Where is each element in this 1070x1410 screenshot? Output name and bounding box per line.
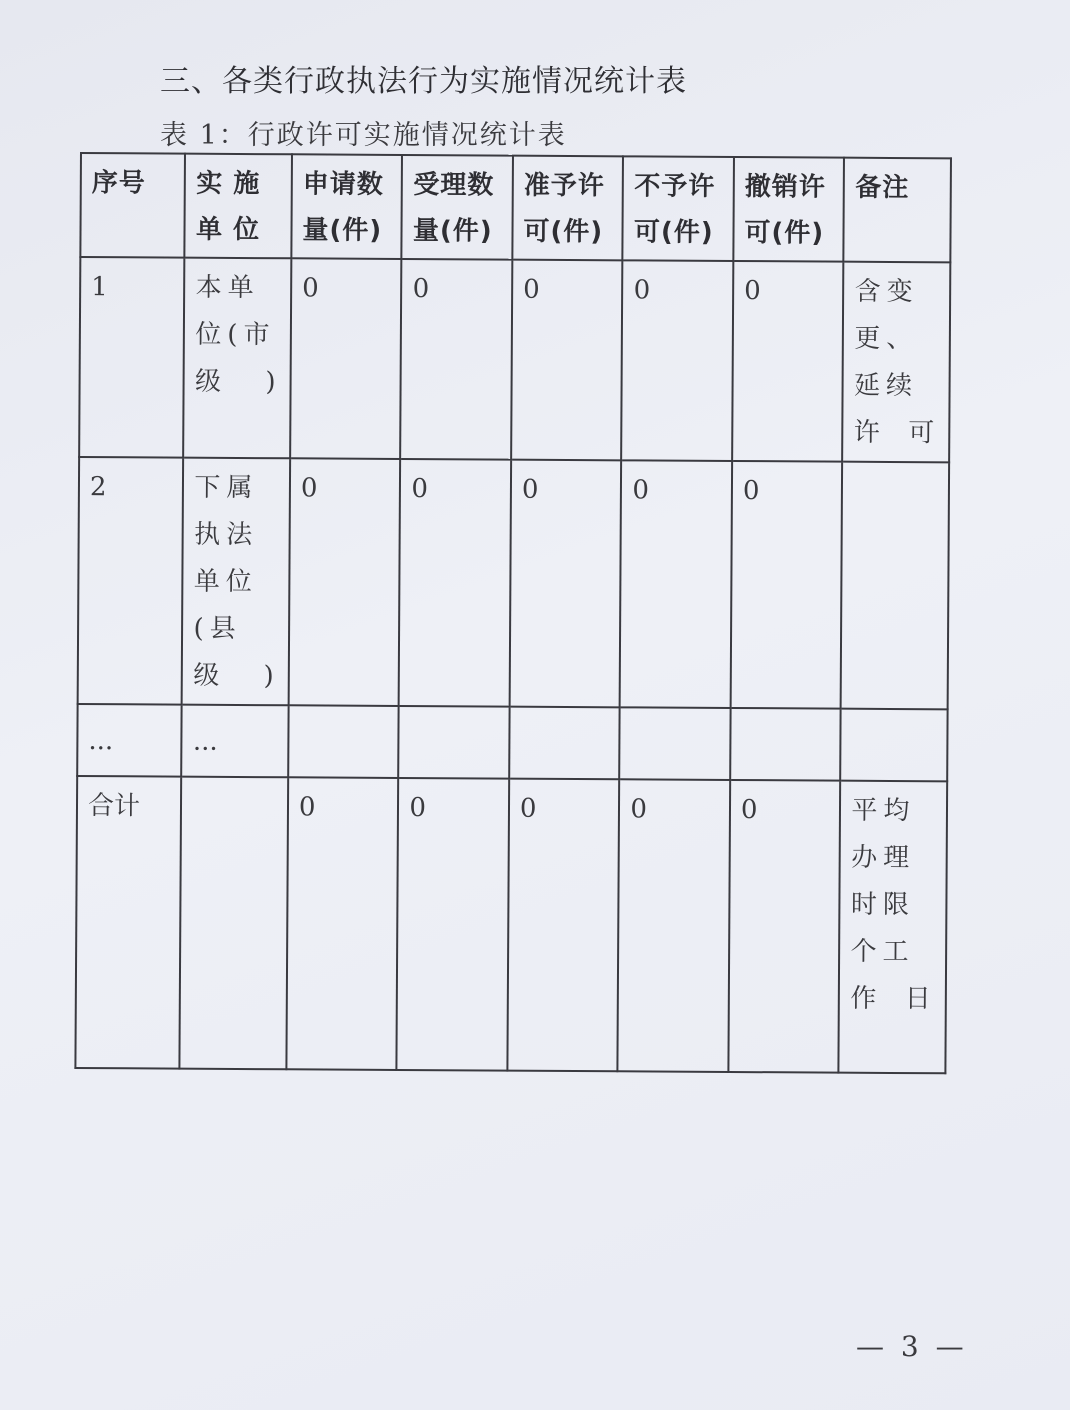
cell-accepted bbox=[399, 706, 510, 779]
cell-accepted: 0 bbox=[401, 259, 513, 460]
header-unit: 实 施 单 位 bbox=[185, 154, 292, 259]
header-serial: 序号 bbox=[80, 153, 185, 258]
cell-serial: 2 bbox=[78, 457, 184, 705]
header-revoked: 撤销许可(件) bbox=[733, 157, 844, 262]
permit-stats-table bbox=[74, 152, 952, 1074]
cell-revoked: 0 bbox=[731, 461, 843, 709]
cell-granted: 0 bbox=[510, 460, 622, 708]
cell-denied: 0 bbox=[622, 260, 734, 461]
cell-applications: 0 bbox=[290, 258, 402, 459]
cell-unit: 本单位(市级) bbox=[184, 258, 292, 459]
cell-revoked bbox=[730, 708, 841, 781]
table-header-row bbox=[80, 153, 951, 262]
cell-denied: 0 bbox=[618, 779, 730, 1072]
cell-applications: 0 bbox=[289, 458, 401, 706]
header-accepted: 受理数量(件) bbox=[402, 155, 513, 260]
cell-applications: 0 bbox=[286, 777, 398, 1070]
table-caption: 表 1：行政许可实施情况统计表 bbox=[160, 120, 567, 151]
table-row bbox=[77, 704, 947, 781]
table-row-total bbox=[75, 776, 947, 1073]
cell-remarks: 含变更、延续许可 bbox=[843, 262, 951, 463]
section-title: 三、各类行政执法行为实施情况统计表 bbox=[160, 64, 687, 99]
header-denied: 不予许可(件) bbox=[623, 156, 734, 261]
cell-unit bbox=[180, 777, 288, 1070]
cell-applications bbox=[288, 705, 399, 778]
page-number: — 3 — bbox=[856, 1330, 968, 1363]
header-remarks: 备注 bbox=[844, 158, 951, 263]
cell-serial: 合计 bbox=[75, 776, 181, 1069]
cell-remarks bbox=[841, 462, 949, 710]
cell-denied: 0 bbox=[620, 460, 732, 708]
cell-serial: 1 bbox=[79, 257, 185, 458]
cell-granted: 0 bbox=[507, 779, 619, 1072]
header-applications: 申请数量(件) bbox=[291, 154, 402, 259]
cell-remarks bbox=[841, 709, 948, 782]
cell-unit: ... bbox=[182, 705, 289, 778]
cell-unit: 下属执法单位(县级) bbox=[182, 458, 290, 706]
cell-granted: 0 bbox=[511, 260, 623, 461]
table-row bbox=[78, 457, 949, 709]
cell-accepted: 0 bbox=[399, 459, 511, 707]
cell-denied bbox=[620, 707, 731, 780]
cell-granted bbox=[509, 707, 620, 780]
cell-accepted: 0 bbox=[397, 778, 509, 1071]
cell-revoked: 0 bbox=[728, 780, 840, 1073]
cell-revoked: 0 bbox=[732, 261, 844, 462]
cell-remarks: 平均办理时限个工作日 bbox=[839, 781, 947, 1074]
table-row bbox=[79, 257, 950, 462]
cell-serial: ... bbox=[77, 704, 182, 777]
header-granted: 准予许可(件) bbox=[512, 156, 623, 261]
